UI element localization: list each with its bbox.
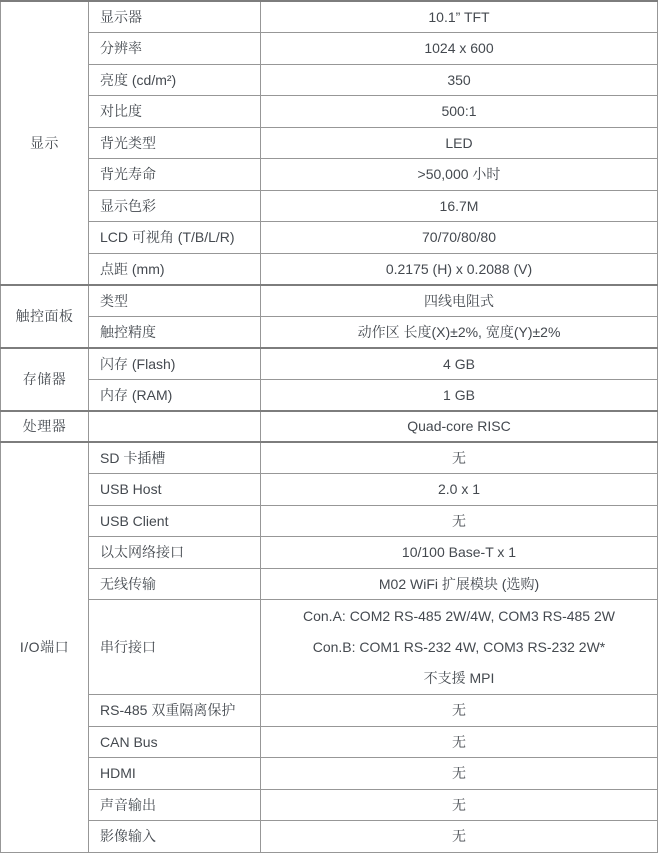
table-row — [1, 821, 658, 853]
category-cell: 显示 — [1, 1, 89, 285]
value-cell: 无 — [261, 442, 658, 474]
table-row — [1, 726, 658, 758]
value-cell: 四线电阻式 — [261, 285, 658, 317]
value-cell: 500:1 — [261, 96, 658, 128]
table-row — [1, 568, 658, 600]
property-cell: 闪存 (Flash) — [89, 348, 261, 380]
value-line: Con.A: COM2 RS-485 2W/4W, COM3 RS-485 2W — [303, 607, 615, 624]
value-cell: M02 WiFi 扩展模块 (选购) — [261, 568, 658, 600]
table-row — [1, 222, 658, 254]
property-cell: 类型 — [89, 285, 261, 317]
table-row — [1, 789, 658, 821]
property-cell: HDMI — [89, 758, 261, 790]
value-cell: 1024 x 600 — [261, 33, 658, 65]
table-row — [1, 33, 658, 65]
property-cell: 以太网络接口 — [89, 537, 261, 569]
property-cell: 亮度 (cd/m²) — [89, 64, 261, 96]
value-cell: 动作区 长度(X)±2%, 宽度(Y)±2% — [261, 316, 658, 348]
table-row — [1, 64, 658, 96]
category-cell: 触控面板 — [1, 285, 89, 348]
table-row — [1, 348, 658, 380]
table-row — [1, 1, 658, 33]
table-row — [1, 285, 658, 317]
value-cell: 16.7M — [261, 190, 658, 222]
property-cell — [89, 411, 261, 443]
property-cell: 内存 (RAM) — [89, 379, 261, 411]
property-cell: 显示色彩 — [89, 190, 261, 222]
property-cell: 对比度 — [89, 96, 261, 128]
table-row — [1, 600, 658, 695]
property-cell: 点距 (mm) — [89, 253, 261, 285]
value-cell: 无 — [261, 758, 658, 790]
value-cell: 2.0 x 1 — [261, 474, 658, 506]
table-row — [1, 758, 658, 790]
property-cell: LCD 可视角 (T/B/L/R) — [89, 222, 261, 254]
category-cell: I/O端口 — [1, 442, 89, 852]
value-cell: 无 — [261, 695, 658, 727]
property-cell: 显示器 — [89, 1, 261, 33]
property-cell: 无线传输 — [89, 568, 261, 600]
table-row — [1, 442, 658, 474]
table-row — [1, 695, 658, 727]
value-cell: 4 GB — [261, 348, 658, 380]
category-cell: 存储器 — [1, 348, 89, 411]
table-row — [1, 190, 658, 222]
value-cell: 无 — [261, 789, 658, 821]
property-cell: 背光寿命 — [89, 159, 261, 191]
value-line: 不支援 MPI — [423, 670, 495, 687]
property-cell: USB Host — [89, 474, 261, 506]
value-cell: 10.1” TFT — [261, 1, 658, 33]
table-row — [1, 379, 658, 411]
value-cell: 70/70/80/80 — [261, 222, 658, 254]
table-row — [1, 411, 658, 443]
value-cell: Quad-core RISC — [261, 411, 658, 443]
property-cell: 声音输出 — [89, 789, 261, 821]
category-cell: 处理器 — [1, 411, 89, 443]
spec-table-body — [1, 1, 658, 852]
property-cell: SD 卡插槽 — [89, 442, 261, 474]
table-row — [1, 505, 658, 537]
value-cell: 0.2175 (H) x 0.2088 (V) — [261, 253, 658, 285]
table-row — [1, 127, 658, 159]
table-row — [1, 316, 658, 348]
value-cell: >50,000 小时 — [261, 159, 658, 191]
value-cell — [261, 600, 658, 695]
value-multiline — [261, 600, 657, 694]
property-cell: CAN Bus — [89, 726, 261, 758]
value-cell: 1 GB — [261, 379, 658, 411]
value-cell: 无 — [261, 505, 658, 537]
property-cell: USB Client — [89, 505, 261, 537]
value-cell: LED — [261, 127, 658, 159]
table-row — [1, 159, 658, 191]
property-cell: RS-485 双重隔离保护 — [89, 695, 261, 727]
value-line: Con.B: COM1 RS-232 4W, COM3 RS-232 2W* — [312, 638, 606, 655]
value-cell: 无 — [261, 726, 658, 758]
table-row — [1, 253, 658, 285]
value-cell: 无 — [261, 821, 658, 853]
value-cell: 350 — [261, 64, 658, 96]
property-cell: 串行接口 — [89, 600, 261, 695]
property-cell: 影像输入 — [89, 821, 261, 853]
table-row — [1, 474, 658, 506]
property-cell: 分辨率 — [89, 33, 261, 65]
value-cell: 10/100 Base-T x 1 — [261, 537, 658, 569]
property-cell: 触控精度 — [89, 316, 261, 348]
property-cell: 背光类型 — [89, 127, 261, 159]
table-row — [1, 96, 658, 128]
table-row — [1, 537, 658, 569]
